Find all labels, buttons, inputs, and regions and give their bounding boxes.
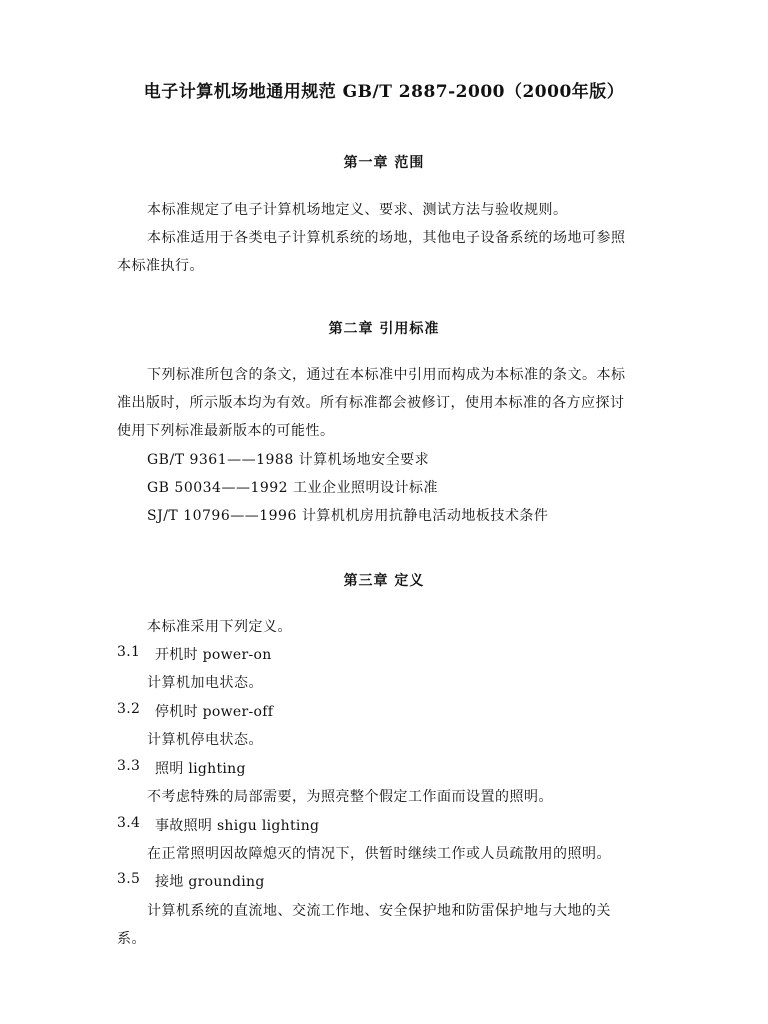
definition-description: 计算机停电状态。	[147, 732, 263, 748]
chapter-1-paragraph-2-line-1: 本标准适用于各类电子计算机系统的场地，其他电子设备系统的场地可参照	[147, 230, 626, 246]
chapter-1-paragraph-1: 本标准规定了电子计算机场地定义、要求、测试方法与验收规则。	[147, 202, 568, 218]
definition-number: 3.4	[117, 815, 141, 831]
reference-standard-1: GB/T 9361——1988 计算机场地安全要求	[147, 452, 430, 468]
definition-term: 停机时 power-off	[155, 704, 274, 720]
reference-standard-2: GB 50034——1992 工业企业照明设计标准	[147, 480, 439, 496]
definition-term: 事故照明 shigu lighting	[155, 818, 320, 834]
definition-description: 计算机加电状态。	[147, 675, 263, 691]
definition-number: 3.2	[117, 701, 141, 717]
chapter-2-heading: 第二章 引用标准	[328, 321, 440, 337]
definition-number: 3.1	[117, 644, 141, 660]
chapter-1-paragraph-2-line-2: 本标准执行。	[117, 258, 204, 274]
definition-number: 3.5	[117, 871, 141, 887]
definition-term: 照明 lighting	[155, 761, 246, 777]
definition-term: 接地 grounding	[155, 874, 265, 890]
reference-standard-3: SJ/T 10796——1996 计算机机房用抗静电活动地板技术条件	[147, 508, 549, 524]
definition-description: 在正常照明因故障熄灭的情况下，供暂时继续工作或人员疏散用的照明。	[147, 846, 611, 862]
chapter-2-paragraph-line-2: 准出版时，所示版本均为有效。所有标准都会被修订，使用本标准的各方应探讨	[117, 395, 625, 411]
definition-number: 3.3	[117, 758, 141, 774]
definition-description-line-2: 系。	[117, 931, 146, 947]
chapter-2-paragraph-line-1: 下列标准所包含的条文，通过在本标准中引用而构成为本标准的条文。本标	[147, 367, 626, 383]
chapter-2-paragraph-line-3: 使用下列标准最新版本的可能性。	[117, 423, 335, 439]
definition-term: 开机时 power-on	[155, 647, 272, 663]
chapter-1-heading: 第一章 范围	[343, 155, 425, 171]
definition-description-line-1: 计算机系统的直流地、交流工作地、安全保护地和防雷保护地与大地的关	[147, 903, 611, 919]
chapter-3-heading: 第三章 定义	[343, 573, 425, 589]
document-title: 电子计算机场地通用规范 GB/T 2887-2000（2000年版）	[143, 82, 625, 102]
chapter-3-intro: 本标准采用下列定义。	[147, 619, 292, 635]
definition-description: 不考虑特殊的局部需要，为照亮整个假定工作面而设置的照明。	[147, 789, 553, 805]
